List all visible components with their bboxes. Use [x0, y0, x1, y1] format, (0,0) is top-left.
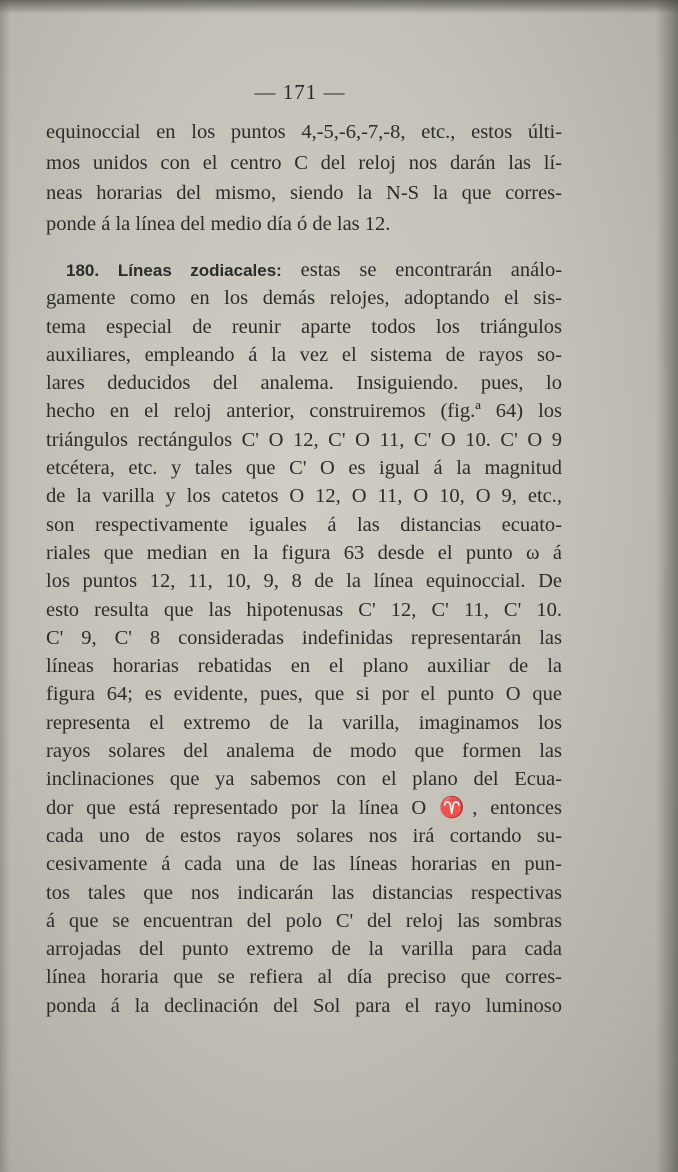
- text-line: los puntos 12, 11, 10, 9, 8 de la línea equinoccial. De: [46, 570, 562, 593]
- text-line: líneas horarias rebatidas en el plano auxiliar de la: [46, 655, 562, 678]
- text-line: son respectivamente iguales á las distancias ecuato-: [46, 513, 562, 536]
- text-line: figura 64; es evidente, pues, que si por el punto O que: [46, 683, 562, 706]
- text-line: C' 9, C' 8 consideradas indefinidas representarán las: [46, 626, 562, 649]
- page-left-edge: [0, 0, 10, 1172]
- paragraph-180: [46, 256, 562, 1020]
- text-line: á que se encuentran del polo C' del reloj las sombras: [46, 909, 562, 932]
- page-right-edge: [656, 0, 678, 1172]
- text-line: representa el extremo de la varilla, imaginamos los: [46, 711, 562, 734]
- text-line: ponda á la declinación del Sol para el rayo luminoso: [46, 994, 562, 1017]
- text-line: dor que está representado por la línea O ♈, entonces: [46, 796, 562, 819]
- text-line: auxiliares, empleando á la vez el sistema de rayos so-: [46, 343, 562, 366]
- text-line: gamente como en los demás relojes, adoptando el sis-: [46, 287, 562, 310]
- text-line: línea horaria que se refiera al día preciso que corres-: [46, 966, 562, 989]
- text-line: riales que median en la figura 63 desde el punto ω á: [46, 541, 562, 564]
- text-line: cesivamente á cada una de las líneas horarias en pun-: [46, 853, 562, 876]
- section-heading: Líneas zodiacales:: [117, 261, 282, 280]
- text-line: de la varilla y los catetos O 12, O 11, O 10, O 9, etc.,: [46, 485, 562, 508]
- text-line: arrojadas del punto extremo de la varilla para cada: [46, 938, 562, 961]
- page-number: — 171 —: [254, 80, 346, 104]
- text-line: rayos solares del analema de modo que formen las: [46, 740, 562, 763]
- text-line-rest: estas se encontrarán análo-: [300, 259, 563, 281]
- page-top-shadow: [0, 0, 678, 14]
- text-line: etcétera, etc. y tales que C' O es igual á la magnitud: [46, 457, 562, 480]
- text-line: esto resulta que las hipotenusas C' 12, C' 11, C' 10.: [46, 598, 562, 621]
- text-line: lares deducidos del analema. Insiguiendo. pues, lo: [46, 372, 562, 395]
- text-line: neas horarias del mismo, siendo la N-S la que corres-: [46, 182, 562, 204]
- text-line: inclinaciones que ya sabemos con el plano del Ecua-: [46, 768, 562, 791]
- text-line: mos unidos con el centro C del reloj nos darán las lí-: [46, 151, 562, 174]
- text-line: ponde á la línea del medio día ó de las 12.: [46, 212, 391, 235]
- text-line: equinoccial en los puntos 4,-5,-6,-7,-8, etc., estos últi-: [46, 121, 562, 143]
- paragraph-1: [46, 117, 562, 239]
- text-line: tema especial de reunir aparte todos los triángulos: [46, 315, 562, 338]
- text-line: hecho en el reloj anterior, construiremos (fig.ª 64) los: [46, 400, 562, 423]
- text-line: cada uno de estos rayos solares nos irá cortando su-: [46, 824, 562, 847]
- paragraph-first-line: [46, 256, 562, 284]
- text-line: triángulos rectángulos C' O 12, C' O 11, C' O 10. C' O 9: [46, 428, 562, 451]
- section-number: 180.: [66, 261, 100, 280]
- text-line: tos tales que nos indicarán las distancias respectivas: [46, 881, 562, 904]
